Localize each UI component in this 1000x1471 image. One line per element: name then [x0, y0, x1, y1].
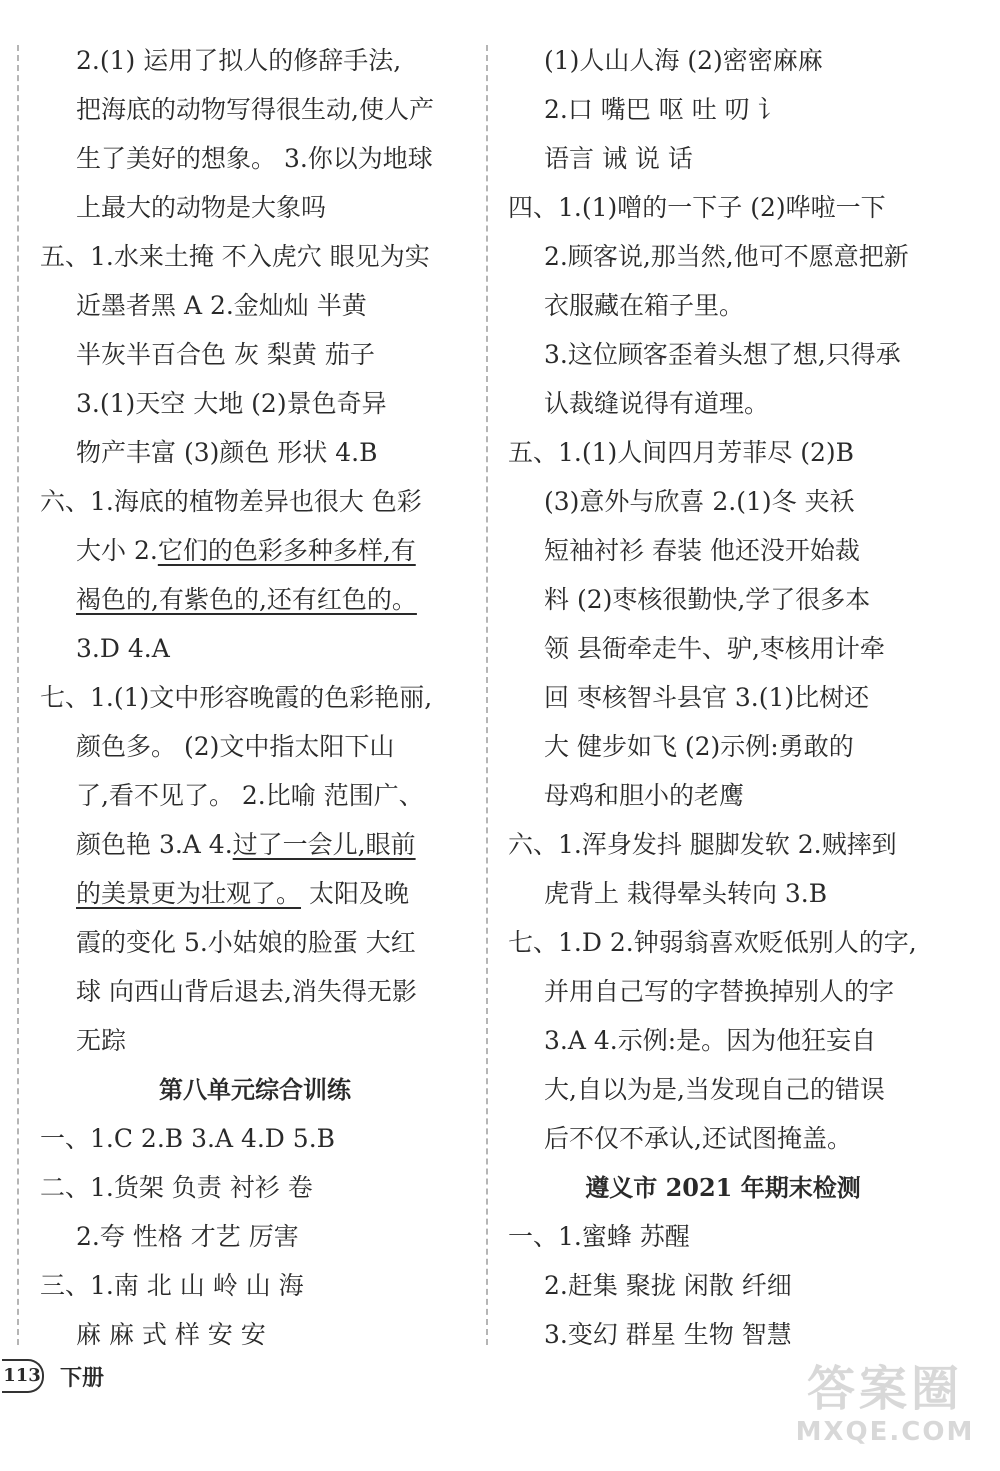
answer-line: 2.顾客说,那当然,他可不愿意把新	[544, 242, 909, 271]
section-title: 遵义市 2021 年期末检测	[585, 1173, 861, 1202]
answer-line: 了,看不见了。 2.比喻 范围广、	[76, 781, 424, 810]
answer-line: 一、1.蜜蜂 苏醒	[508, 1222, 690, 1251]
answer-line: 2.口 嘴巴 呕 吐 叨 讠	[544, 95, 783, 124]
section-title: 第八单元综合训练	[159, 1075, 351, 1104]
watermark-logo: 答案圈	[806, 1361, 963, 1417]
answer-line: 3.D 4.A	[76, 634, 170, 663]
watermark-url: MXQE.COM	[795, 1417, 975, 1447]
answer-line: 生了美好的想象。 3.你以为地球	[76, 144, 433, 173]
answer-line: 认裁缝说得有道理。	[544, 389, 770, 418]
answer-text: 大小 2.	[76, 536, 158, 565]
answer-text: 颜色艳 3.A 4.	[76, 830, 233, 859]
column-divider	[486, 45, 488, 1345]
answer-line: 母鸡和胆小的老鹰	[544, 781, 745, 810]
answer-line: 后不仅不承认,还试图掩盖。	[544, 1124, 852, 1153]
answer-line: 回 枣核智斗县官 3.(1)比树还	[544, 683, 870, 712]
answer-line: 近墨者黑 A 2.金灿灿 半黄	[76, 291, 367, 320]
watermark	[780, 1361, 990, 1461]
answer-line: 短袖衬衫 春装 他还没开始裁	[544, 536, 860, 565]
answer-line: 麻 麻 式 样 安 安	[76, 1320, 266, 1349]
answer-line: 物产丰富 (3)颜色 形状 4.B	[76, 438, 378, 467]
answer-line: 颜色多。 (2)文中指太阳下山	[76, 732, 395, 761]
left-margin-dashline	[17, 45, 19, 1345]
left-column	[40, 36, 470, 1359]
answer-line: (3)意外与欣喜 2.(1)冬 夹袄	[544, 487, 855, 516]
answer-line	[40, 575, 470, 624]
answer-line: 球 向西山背后退去,消失得无影	[76, 977, 417, 1006]
page-footer	[0, 1356, 104, 1396]
answer-line: 语言 诫 说 话	[544, 144, 693, 173]
answer-line: 大 健步如飞 (2)示例:勇敢的	[544, 732, 854, 761]
underlined-answer: 的美景更为壮观了。	[76, 879, 302, 908]
answer-line: 3.A 4.示例:是。因为他狂妄自	[544, 1026, 877, 1055]
answer-line: 半灰半百合色 灰 梨黄 茄子	[76, 340, 375, 369]
underlined-answer: 它们的色彩多种多样,有	[157, 536, 416, 565]
answer-line	[40, 820, 470, 869]
page-number: 113	[2, 1359, 44, 1393]
answer-line: 2.(1) 运用了拟人的修辞手法,	[76, 46, 402, 75]
answer-line: 3.变幻 群星 生物 智慧	[544, 1320, 792, 1349]
right-column	[508, 36, 938, 1359]
answer-line: 料 (2)枣核很勤快,学了很多本	[544, 585, 871, 614]
answer-line: 虎背上 栽得晕头转向 3.B	[544, 879, 828, 908]
answer-line: 五、1.水来土掩 不入虎穴 眼见为实	[40, 242, 430, 271]
underlined-answer: 过了一会儿,眼前	[232, 830, 416, 859]
answer-line: 六、1.海底的植物差异也很大 色彩	[40, 487, 422, 516]
answer-line: 2.夸 性格 才艺 厉害	[76, 1222, 299, 1251]
answer-line: 3.这位顾客歪着头想了想,只得承	[544, 340, 901, 369]
answer-line: 把海底的动物写得很生动,使人产	[76, 95, 434, 124]
answer-line: 三、1.南 北 山 岭 山 海	[40, 1271, 304, 1300]
answer-line: 霞的变化 5.小姑娘的脸蛋 大红	[76, 928, 416, 957]
answer-line	[40, 526, 470, 575]
answer-line	[40, 869, 470, 918]
answer-line: 二、1.货架 负责 衬衫 卷	[40, 1173, 313, 1202]
answer-line: (1)人山人海 (2)密密麻麻	[544, 46, 823, 75]
underlined-answer: 褐色的,有紫色的,还有红色的。	[76, 585, 417, 614]
answer-line: 衣服藏在箱子里。	[544, 291, 745, 320]
answer-line: 并用自己写的字替换掉别人的字	[544, 977, 895, 1006]
answer-line: 2.赶集 聚拢 闲散 纤细	[544, 1271, 792, 1300]
answer-line: 3.(1)天空 大地 (2)景色奇异	[76, 389, 387, 418]
answer-line: 七、1.D 2.钟弱翁喜欢贬低别人的字,	[508, 928, 917, 957]
answer-line: 大,自以为是,当发现自己的错误	[544, 1075, 885, 1104]
answer-line: 六、1.浑身发抖 腿脚发软 2.贼摔到	[508, 830, 897, 859]
answer-line: 七、1.(1)文中形容晚霞的色彩艳丽,	[40, 683, 433, 712]
answer-line: 一、1.C 2.B 3.A 4.D 5.B	[40, 1124, 336, 1153]
answer-text: 太阳及晚	[301, 879, 409, 908]
volume-label: 下册	[60, 1365, 105, 1391]
answer-line: 上最大的动物是大象吗	[76, 193, 327, 222]
answer-line: 四、1.(1)噌的一下子 (2)哗啦一下	[508, 193, 886, 222]
answer-line: 领 县衙牵走牛、驴,枣核用计牵	[544, 634, 885, 663]
answer-line: 五、1.(1)人间四月芳菲尽 (2)B	[508, 438, 854, 467]
answer-line: 无踪	[76, 1026, 127, 1055]
